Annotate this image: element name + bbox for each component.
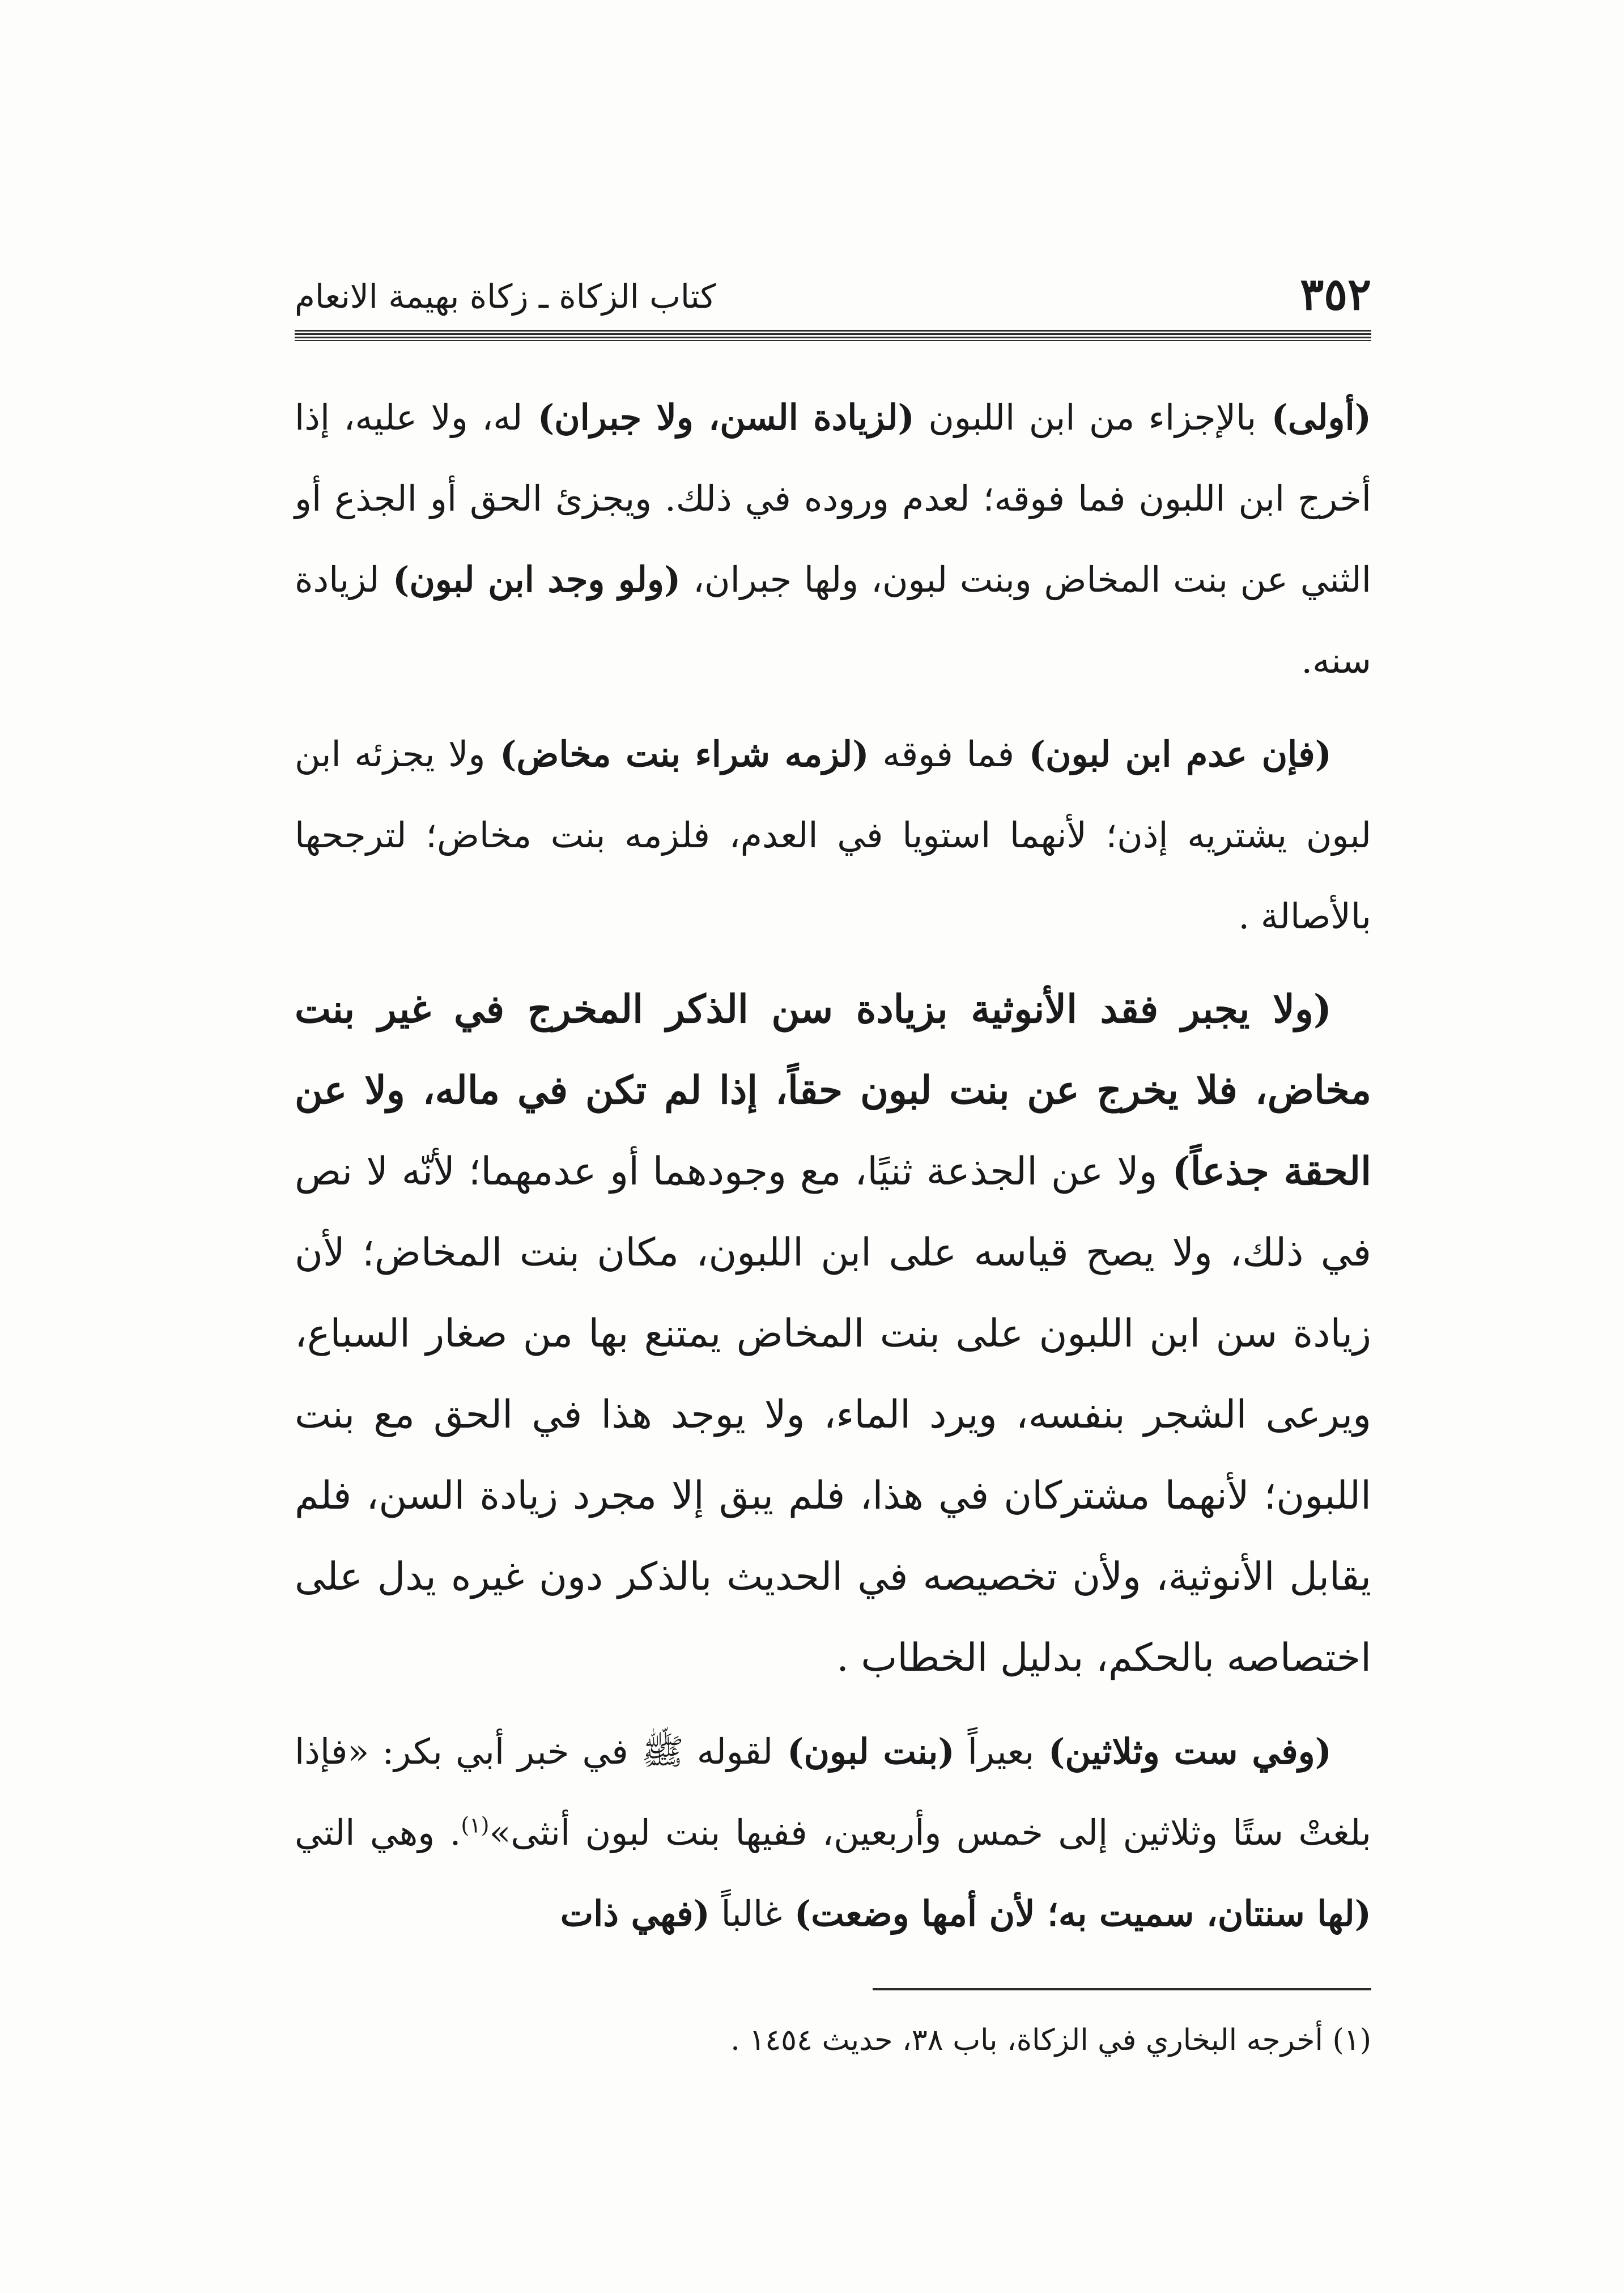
matn-text: (لزيادة السن، ولا جبران): [522, 397, 915, 438]
matn-text: (فإن عدم ابن لبون): [1014, 733, 1332, 775]
matn-text: (وفي ست وثلاثين): [1034, 1731, 1332, 1772]
footnote-reference: (١): [461, 1812, 490, 1838]
sharh-text: فما فوقه: [869, 733, 1015, 775]
paragraph: [295, 714, 1371, 957]
matn-text: (لزمه شراء بنت مخاض): [485, 733, 869, 775]
sharh-text: له، ولا عليه، إذا أخرج ابن اللبون فما فوقه؛ لعدم وروده في ذلك. ويجزئ الحق أو الجذع أو الثني عن بنت المخاض وبنت لبون، ولها جبران،: [295, 397, 1371, 600]
header-rule: [295, 330, 1371, 341]
paragraph: [295, 1711, 1371, 1954]
matn-text: (لها سنتان، سميت به؛ لأن أمها وضعت): [782, 1893, 1371, 1934]
sharh-text: لزيادة سنه.: [295, 559, 1371, 681]
sharh-text: بالإجزاء من ابن اللبون: [914, 397, 1257, 438]
body-text: [295, 377, 1371, 1967]
matn-text: (أولى): [1256, 397, 1372, 438]
paragraph: [295, 969, 1371, 1698]
page-header: [295, 266, 1371, 323]
sharh-text: لقوله ﷺ في خبر أبي بكر: «فإذا بلغتْ ستًا وثلاثين إلى خمس وأربعين، ففيها بنت لبون أنثى»: [295, 1731, 1371, 1853]
matn-text: (بنت لبون): [773, 1731, 955, 1772]
footnote: (١) أخرجه البخاري في الزكاة، باب ٣٨، حديث ١٤٥٤ .: [730, 2023, 1371, 2057]
sharh-text: بعيراً: [954, 1731, 1035, 1772]
sharh-text: ولا عن الجذعة ثنيًا، مع وجودهما أو عدمهما؛ لأنّه لا نص في ذلك، ولا يصح قياسه على ابن اللبون، مكان بنت المخاض؛ لأن زيادة سن ابن اللبون على بنت المخاض يمتنع بها من صغار السباع، ويرعى الشجر بنفسه، ويرد الماء، ولا يوجد هذا في الحق مع بنت اللبون؛ لأنهما مشتركان في هذا، فلم يبق إلا مجرد زيادة السن، فلم يقابل الأنوثية، ولأن تخصيصه في الحديث بالذكر دون غيره يدل على اختصاصه بالحكم، بدليل الخطاب .: [295, 1149, 1371, 1680]
matn-text: (ولو وجد ابن لبون): [379, 559, 681, 600]
matn-text: (ولا يجبر فقد الأنوثية بزيادة سن الذكر المخرج في غير بنت مخاض، فلا يخرج عن بنت لبون حقاً، إذا لم تكن في ماله، ولا عن الحقة جذعاً): [295, 987, 1372, 1194]
page-number: ٣٥٢: [1300, 269, 1371, 320]
matn-text: (فهي ذات: [560, 1893, 710, 1934]
paragraph: [295, 377, 1371, 701]
sharh-text: غالباً: [709, 1893, 783, 1934]
running-title: كتاب الزكاة ـ زكاة بهيمة الانعام: [295, 277, 716, 316]
sharh-text: . وهي التي: [295, 1812, 461, 1853]
footnote-rule: [873, 1988, 1371, 1990]
sharh-text: ولا يجزئه ابن لبون يشتريه إذن؛ لأنهما استويا في العدم، فلزمه بنت مخاض؛ لترجحها بالأصالة .: [295, 733, 1371, 937]
